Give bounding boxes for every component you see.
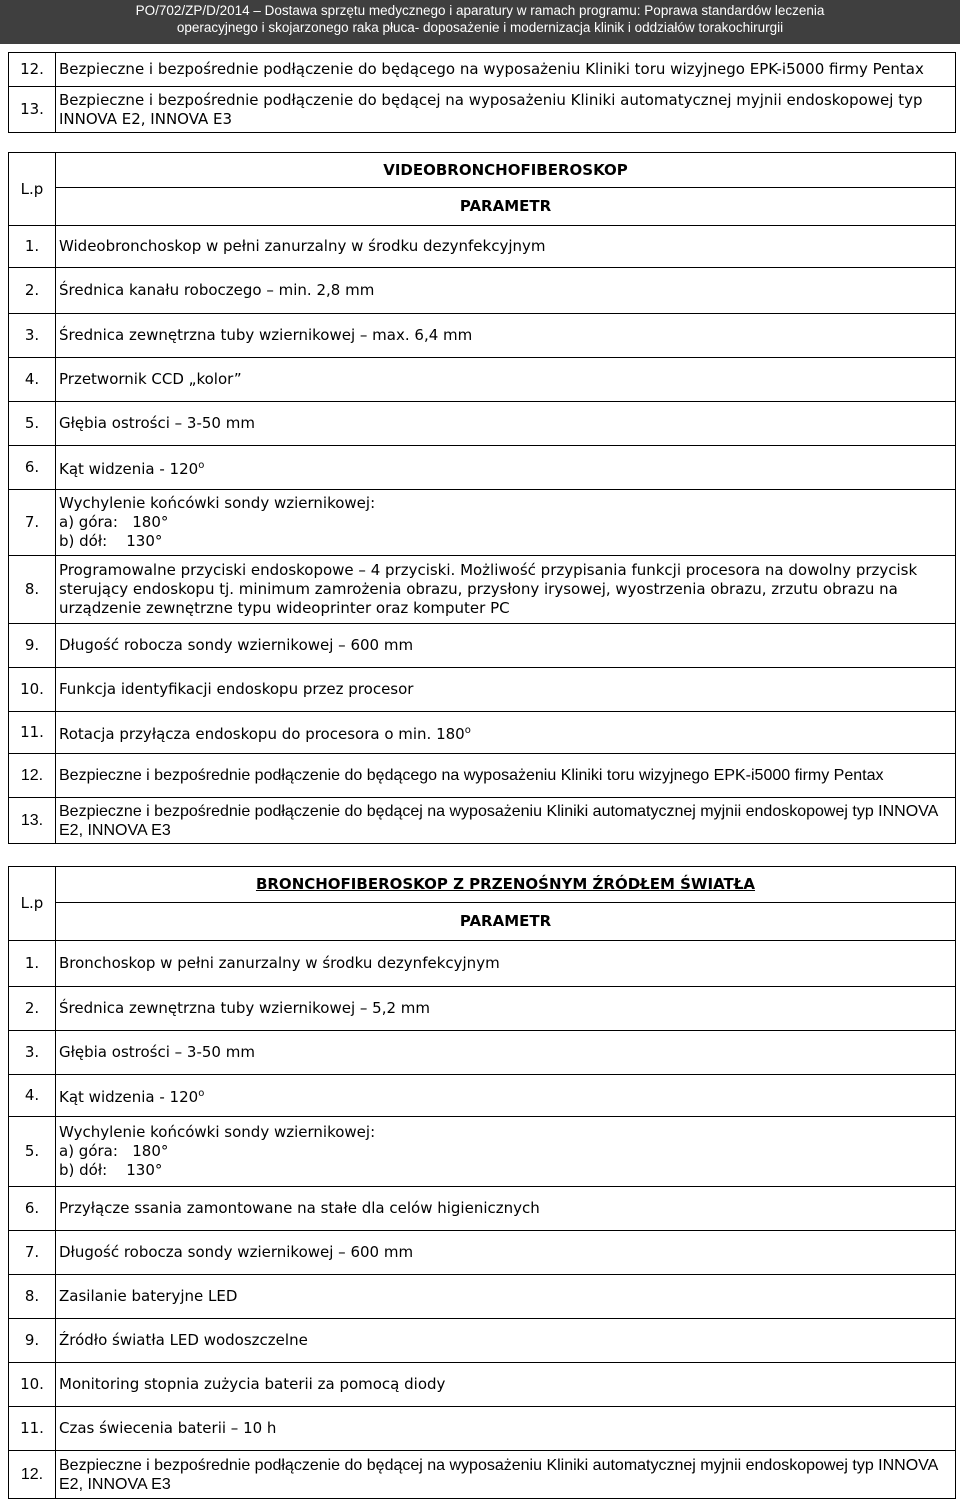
section-title: BRONCHOFIBEROSKOP Z PRZENOŚNYM ŹRÓDŁEM ŚWIATŁA: [56, 867, 956, 903]
row-text-main: Rotacja przyłącza endoskopu do procesora o min. 180: [59, 725, 465, 743]
row-number: 3.: [9, 314, 56, 358]
row-number: 5.: [9, 1117, 56, 1187]
row-text: Bezpieczne i bezpośrednie podłączenie do będącej na wyposażeniu Kliniki automatycznej myjnii endoskopowej typ INNOVA E2, INNOVA E3: [56, 798, 956, 844]
table-row: [9, 1117, 956, 1187]
row-number: 4.: [9, 1075, 56, 1117]
row-text: Przyłącze ssania zamontowane na stałe dla celów higienicznych: [56, 1187, 956, 1231]
row-text: Zasilanie bateryjne LED: [56, 1275, 956, 1319]
row-number: 3.: [9, 1031, 56, 1075]
degree-sup: o: [464, 725, 471, 736]
row-number: 1.: [9, 941, 56, 987]
table-row: [9, 314, 956, 358]
table-row: [9, 1075, 956, 1117]
table-row: [9, 1231, 956, 1275]
table-row: [9, 402, 956, 446]
table-row: [9, 1031, 956, 1075]
table-row: [9, 668, 956, 712]
row-number: 7.: [9, 490, 56, 556]
table-row: [9, 624, 956, 668]
row-number: 6.: [9, 446, 56, 490]
section-title: VIDEOBRONCHOFIBEROSKOP: [56, 153, 956, 188]
table-row: [9, 446, 956, 490]
lp-header: L.p: [9, 153, 56, 226]
row-text: Długość robocza sondy wziernikowej – 600 mm: [56, 1231, 956, 1275]
row-number: 13.: [9, 798, 56, 844]
table-row: [9, 358, 956, 402]
row-text: Średnica kanału roboczego – min. 2,8 mm: [56, 268, 956, 314]
row-text: Bezpieczne i bezpośrednie podłączenie do będącej na wyposażeniu Kliniki automatycznej myjnii endoskopowej typ INNOVA E2, INNOVA E3: [56, 1451, 956, 1499]
param-header: PARAMETR: [56, 903, 956, 941]
row-text: Funkcja identyfikacji endoskopu przez procesor: [56, 668, 956, 712]
row-text: Czas świecenia baterii – 10 h: [56, 1407, 956, 1451]
row-number: 12.: [9, 1451, 56, 1499]
table-row: [9, 490, 956, 556]
videobronchofiberoskop-table: [8, 152, 956, 844]
table-row: [9, 268, 956, 314]
document-header: [0, 0, 960, 44]
row-text: [56, 446, 956, 490]
row-number: 12.: [9, 754, 56, 798]
row-text: Głębia ostrości – 3-50 mm: [56, 402, 956, 446]
table-row: [9, 1407, 956, 1451]
row-text: Bezpieczne i bezpośrednie podłączenie do będącego na wyposażeniu Kliniki toru wizyjnego EPK-i5000 firmy Pentax: [56, 754, 956, 798]
row-text-main: Kąt widzenia - 120: [59, 460, 199, 478]
bronchofiberoskop-table: [8, 866, 956, 1499]
table-row: [9, 1187, 956, 1231]
row-number: 6.: [9, 1187, 56, 1231]
degree-sup: o: [198, 460, 205, 471]
table-row: [9, 1363, 956, 1407]
row-text: Głębia ostrości – 3-50 mm: [56, 1031, 956, 1075]
row-text: Przetwornik CCD „kolor”: [56, 358, 956, 402]
table-row: [9, 754, 956, 798]
row-text: Bronchoskop w pełni zanurzalny w środku dezynfekcyjnym: [56, 941, 956, 987]
row-number: 7.: [9, 1231, 56, 1275]
row-text: Monitoring stopnia zużycia baterii za pomocą diody: [56, 1363, 956, 1407]
lp-header: L.p: [9, 867, 56, 941]
title-row: [9, 153, 956, 188]
text-line: b) dół: 130°: [59, 532, 163, 550]
row-number: 10.: [9, 668, 56, 712]
row-number: 10.: [9, 1363, 56, 1407]
row-text: Wideobronchoskop w pełni zanurzalny w środku dezynfekcyjnym: [56, 226, 956, 268]
row-number: 2.: [9, 268, 56, 314]
row-number: 5.: [9, 402, 56, 446]
table-row: [9, 556, 956, 624]
row-number: 2.: [9, 987, 56, 1031]
table-row: [9, 226, 956, 268]
table-row: [9, 1451, 956, 1499]
row-text: [56, 1075, 956, 1117]
text-line: Wychylenie końcówki sondy wziernikowej:: [59, 1123, 376, 1141]
row-number: 9.: [9, 1319, 56, 1363]
table-row: [9, 987, 956, 1031]
row-text: Długość robocza sondy wziernikowej – 600 mm: [56, 624, 956, 668]
row-text: Średnica zewnętrzna tuby wziernikowej – max. 6,4 mm: [56, 314, 956, 358]
table-row: [9, 87, 956, 133]
row-text: [56, 1117, 956, 1187]
table-row: [9, 53, 956, 87]
title-row: [9, 867, 956, 903]
row-number: 12.: [9, 53, 56, 87]
top-continuation-table: [8, 52, 956, 133]
row-number: 9.: [9, 624, 56, 668]
header-line-2: operacyjnego i skojarzonego raka płuca- doposażenie i modernizacja klinik i oddziałów torakochirurgii: [176, 20, 784, 35]
row-number: 4.: [9, 358, 56, 402]
text-line: a) góra: 180°: [59, 513, 169, 531]
param-header-row: [9, 188, 956, 226]
row-number: 8.: [9, 1275, 56, 1319]
header-line-1: PO/702/ZP/D/2014 – Dostawa sprzętu medycznego i aparatury w ramach programu: Poprawa standardów leczenia: [135, 3, 825, 18]
text-line: a) góra: 180°: [59, 1142, 169, 1160]
row-number: 8.: [9, 556, 56, 624]
row-text: [56, 712, 956, 754]
table-row: [9, 712, 956, 754]
row-number: 11.: [9, 1407, 56, 1451]
row-text: Programowalne przyciski endoskopowe – 4 przyciski. Możliwość przypisania funkcji procesora na dowolny przycisk sterujący endoskopu tj. minimum zamrożenia obrazu, przysłony irysowej, wyostrzenia obrazu, zrzutu obrazu na urządzenie zewnętrzne typu wideoprinter oraz komputer PC: [56, 556, 956, 624]
table-row: [9, 798, 956, 844]
text-line: b) dół: 130°: [59, 1161, 163, 1179]
param-header-row: [9, 903, 956, 941]
param-header: PARAMETR: [56, 188, 956, 226]
row-text: Średnica zewnętrzna tuby wziernikowej – 5,2 mm: [56, 987, 956, 1031]
table-row: [9, 1275, 956, 1319]
row-number: 11.: [9, 712, 56, 754]
degree-sup: o: [198, 1088, 205, 1099]
row-text: Bezpieczne i bezpośrednie podłączenie do będącego na wyposażeniu Kliniki toru wizyjnego EPK-i5000 firmy Pentax: [56, 53, 956, 87]
table-row: [9, 1319, 956, 1363]
row-text: [56, 490, 956, 556]
table-row: [9, 941, 956, 987]
row-number: 1.: [9, 226, 56, 268]
row-text: Źródło światła LED wodoszczelne: [56, 1319, 956, 1363]
text-line: Wychylenie końcówki sondy wziernikowej:: [59, 494, 376, 512]
row-text: Bezpieczne i bezpośrednie podłączenie do będącej na wyposażeniu Kliniki automatycznej myjnii endoskopowej typ INNOVA E2, INNOVA E3: [56, 87, 956, 133]
row-text-main: Kąt widzenia - 120: [59, 1088, 199, 1106]
row-number: 13.: [9, 87, 56, 133]
